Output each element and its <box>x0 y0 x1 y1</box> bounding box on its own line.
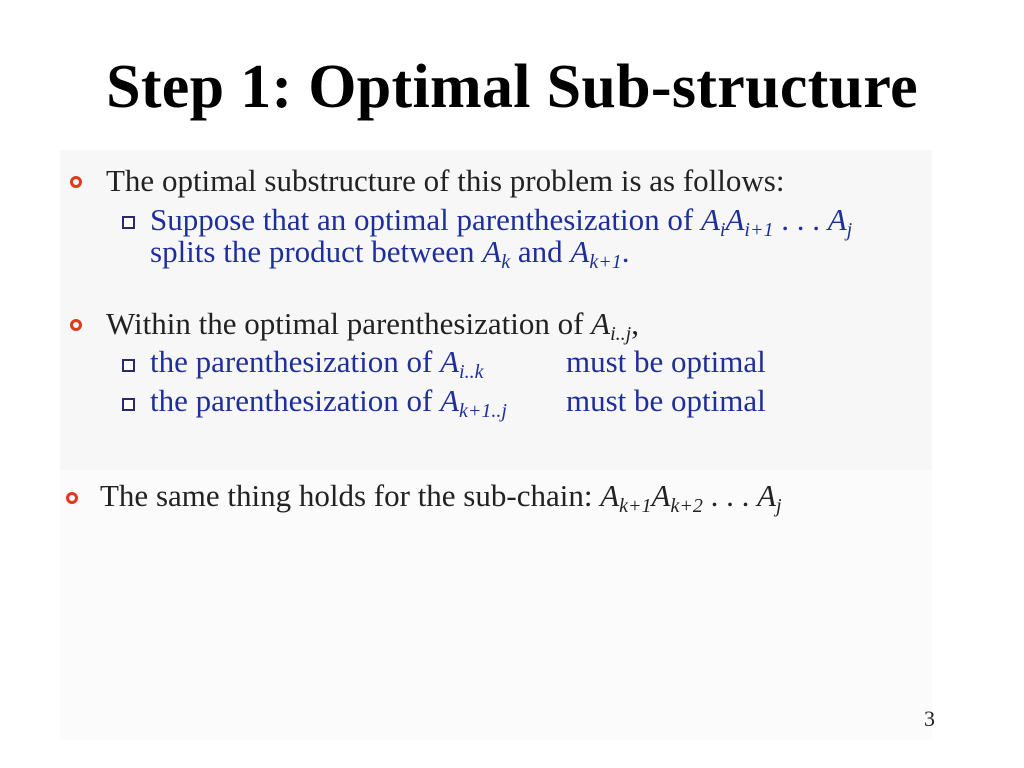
bullet-1-text: The optimal substructure of this problem is as follows: <box>106 163 785 198</box>
page-number: 3 <box>924 706 935 731</box>
math-a-k1-j: $A_{k+1..j}$ <box>440 383 507 422</box>
bullet-2-sub-1-suffix: must be optimal <box>566 344 766 379</box>
math-a-k: $A_k$ <box>482 234 511 273</box>
square-bullet-icon <box>122 398 135 411</box>
bullet-2-sub-2-suffix: must be optimal <box>566 383 766 418</box>
bullet-1-sub-line-2: splits the product between $A_k$ and $A_{k+1}$. <box>150 234 630 273</box>
math-a-i-k: $A_{i..k}$ <box>440 344 484 383</box>
bullet-1-sub-line-1-prefix: Suppose that an optimal parenthesization of <box>150 202 701 237</box>
square-bullet-icon <box>122 216 135 229</box>
slide-title: Step 1: Optimal Sub-structure <box>106 53 918 121</box>
math-a-i-j: $A_{i..j}$ <box>591 306 632 345</box>
math-a-i: $A_iA_{i+1}$ . . . $A_j$ <box>700 202 853 241</box>
math-a-k-plus-1: $A_{k+1}$ <box>570 234 622 273</box>
bullet-1-sub-line-1 <box>150 202 853 241</box>
bullet-2-sub-2: the parenthesization of $A_{k+1..j}$ <box>150 383 507 422</box>
bullet-3-text: The same thing holds for the sub-chain: $A_{k+1}A_{k+2}$ . . . $A_j$ <box>100 478 782 517</box>
circle-bullet-icon <box>70 176 82 188</box>
bullet-2-sub-1: the parenthesization of $A_{i..k}$ <box>150 344 484 383</box>
bullet-2-text: Within the optimal parenthesization of $A_{i..j}$, <box>106 306 639 345</box>
square-bullet-icon <box>122 359 135 372</box>
circle-bullet-icon <box>66 492 78 504</box>
math-subchain: $A_{k+1}A_{k+2}$ . . . $A_j$ <box>600 478 782 517</box>
circle-bullet-icon <box>70 319 82 331</box>
